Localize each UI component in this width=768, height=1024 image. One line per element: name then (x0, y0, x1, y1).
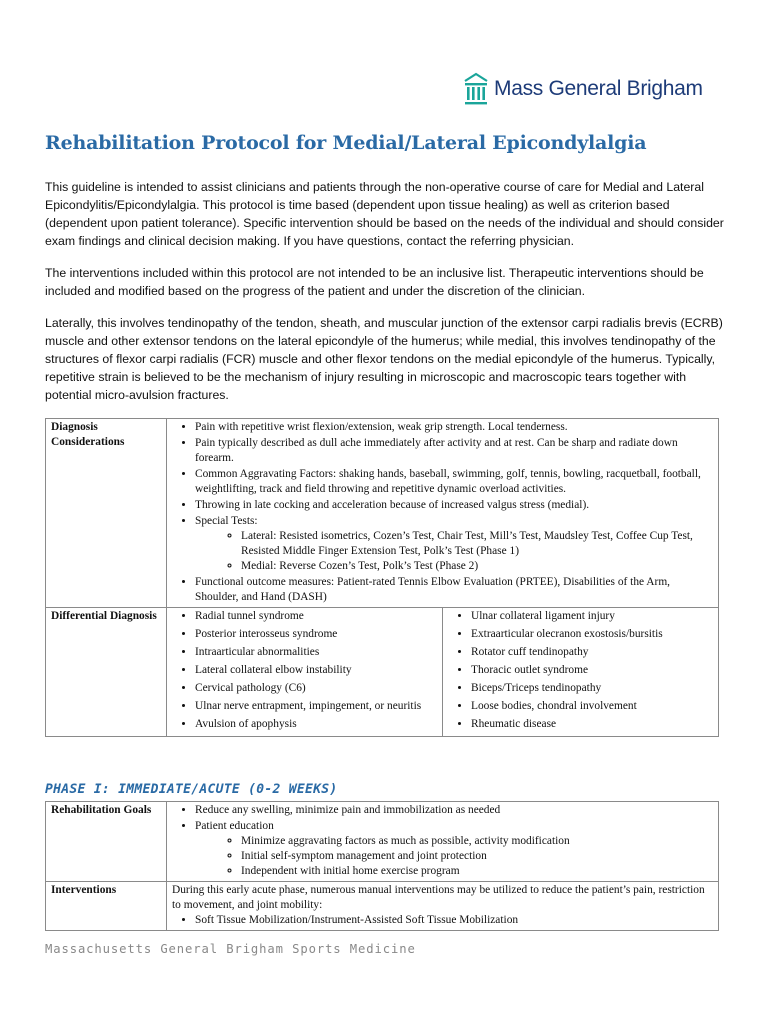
table-row (46, 882, 719, 931)
interventions-note-paragraph: The interventions included within this protocol are not intended to be an inclusive list. Therapeutic interventions should be included and modified based on the progress of the patient and under the discretion of the clinician. (45, 266, 704, 298)
table-row (46, 419, 719, 608)
interventions-cell (167, 882, 719, 931)
special-tests-label: Special Tests: (195, 515, 258, 527)
list-item: ◦ Medial: Reverse Cozen’s Test, Polk’s Test (Phase 2) (241, 559, 713, 574)
list-item: • Lateral collateral elbow instability (195, 663, 437, 678)
list-item: • Rotator cuff tendinopathy (471, 645, 713, 660)
pathology-paragraph: Laterally, this involves tendinopathy of the tendon, sheath, and muscular junction of the extensor carpi radialis brevis (ECRB) muscle and other extensor tendons on the lateral epicondyle of the humerus; while medial, this involves tendinopathy of the structures of flexor carpi radialis (FCR) muscle and other flexor tendons on the medial epicondyle of the humerus. Typically, repetitive strain is believed to be the mechanism of injury resulting in microscopic and macroscopic tears together with potential micro-avulsion fractures. (45, 316, 723, 402)
list-item: • Cervical pathology (C6) (195, 681, 437, 696)
list-item: • Functional outcome measures: Patient-rated Tennis Elbow Evaluation (PRTEE), Disabilities of the Arm, Shoulder, and Hand (DASH) (195, 575, 713, 605)
footer: Massachusetts General Brigham Sports Medicine (45, 942, 416, 956)
phase-1-table (45, 801, 719, 931)
list-item: • Radial tunnel syndrome (195, 609, 437, 624)
rehabilitation-goals-header: Rehabilitation Goals (46, 802, 167, 882)
list-item: ◦ Minimize aggravating factors as much as possible, activity modification (241, 834, 713, 849)
list-item: • Pain typically described as dull ache immediately after activity and at rest. Can be sharp and radiate down forearm. (195, 436, 713, 466)
diagnosis-table (45, 418, 719, 737)
list-item: • Rheumatic disease (471, 717, 713, 732)
list-item: ◦ Initial self-symptom management and joint protection (241, 849, 713, 864)
diagnosis-cell (167, 419, 719, 608)
differential-left-cell (167, 608, 443, 737)
differential-header: Differential Diagnosis (46, 608, 167, 737)
list-item: • Extraarticular olecranon exostosis/bursitis (471, 627, 713, 642)
list-item: ◦ Lateral: Resisted isometrics, Cozen’s Test, Chair Test, Mill’s Test, Maudsley Test, Coffee Cup Test, Resisted Middle Finger Extension Test, Polk’s Test (Phase 1) (241, 529, 713, 559)
patient-education-label: Patient education (195, 820, 274, 832)
list-item (195, 819, 713, 879)
list-item: • Common Aggravating Factors: shaking hands, baseball, swimming, golf, tennis, bowling, racquetball, football, weightlifting, track and field throwing and repetitive dynamic overload activities. (195, 467, 713, 497)
list-item: • Loose bodies, chondral involvement (471, 699, 713, 714)
list-item: ◦ Independent with initial home exercise program (241, 864, 713, 879)
list-item: • Posterior interosseus syndrome (195, 627, 437, 642)
list-item: • Pain with repetitive wrist flexion/extension, weak grip strength. Local tenderness. (195, 420, 713, 435)
list-item: • Intraarticular abnormalities (195, 645, 437, 660)
building-columns-icon (464, 72, 488, 106)
list-item: • Reduce any swelling, minimize pain and immobilization as needed (195, 803, 713, 818)
list-item (195, 514, 713, 574)
page-title: Rehabilitation Protocol for Medial/Lateral Epicondylalgia (45, 132, 647, 154)
logo-text: Mass General Brigham (494, 77, 703, 100)
list-item: • Thoracic outlet syndrome (471, 663, 713, 678)
diagnosis-header: Diagnosis Considerations (46, 419, 167, 608)
list-item: • Ulnar nerve entrapment, impingement, or neuritis (195, 699, 437, 714)
list-item: • Avulsion of apophysis (195, 717, 437, 732)
differential-right-cell (443, 608, 719, 737)
interventions-header: Interventions (46, 882, 167, 931)
phase-1-heading: PHASE I: IMMEDIATE/ACUTE (0-2 WEEKS) (45, 782, 338, 797)
mass-general-brigham-logo (464, 72, 703, 106)
list-item: • Throwing in late cocking and acceleration because of increased valgus stress (medial). (195, 498, 713, 513)
intro-paragraph: This guideline is intended to assist clinicians and patients through the non-operative course of care for Medial and Lateral Epicondylitis/Epicondylalgia. This protocol is time based (dependent upon tissue healing) as well as criterion based (dependent upon patient tolerance). Specific intervention should be based on the needs of the individual and should consider exam findings and clinical decision making. If you have questions, contact the referring physician. (45, 180, 724, 248)
list-item: • Biceps/Triceps tendinopathy (471, 681, 713, 696)
table-row (46, 802, 719, 882)
list-item: • Ulnar collateral ligament injury (471, 609, 713, 624)
table-row (46, 608, 719, 737)
list-item: • Soft Tissue Mobilization/Instrument-Assisted Soft Tissue Mobilization (195, 913, 713, 928)
interventions-intro: During this early acute phase, numerous manual interventions may be utilized to reduce the patient’s pain, restriction to movement, and joint mobility: (172, 884, 705, 911)
rehabilitation-goals-cell (167, 802, 719, 882)
